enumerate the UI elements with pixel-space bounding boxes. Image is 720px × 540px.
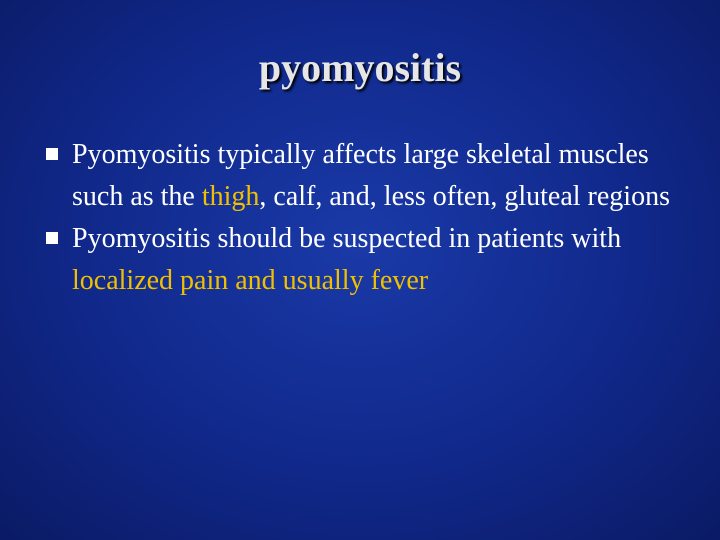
highlighted-text: localized pain and usually fever — [72, 265, 429, 296]
bullet-item — [46, 218, 676, 302]
bullet-item — [46, 134, 676, 218]
square-bullet-icon — [46, 232, 58, 244]
slide-title: pyomyositis — [258, 45, 462, 90]
bullet-text: Pyomyositis should be suspected in patients with — [72, 223, 622, 254]
bullet-list — [46, 134, 676, 302]
highlighted-text: thigh — [201, 181, 260, 212]
square-bullet-icon — [46, 148, 58, 160]
bullet-text: Pyomyositis typically affects large skeletal muscles such as the — [72, 139, 649, 212]
bullet-text: , calf, and, less often, gluteal regions — [259, 181, 670, 212]
